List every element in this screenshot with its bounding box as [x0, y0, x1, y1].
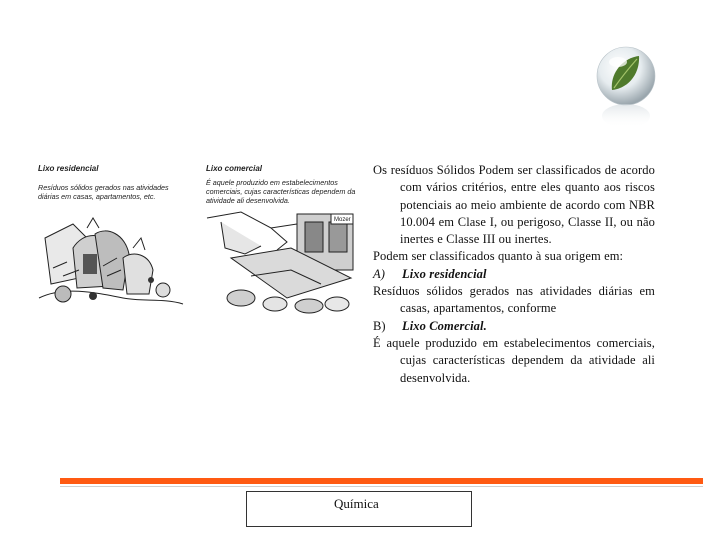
- slide-body-text: [373, 162, 655, 387]
- item-b-title: Lixo Comercial.: [402, 318, 487, 333]
- leaf-sphere-icon: [594, 46, 658, 130]
- item-b-heading: [373, 318, 655, 335]
- item-a-text: Resíduos sólidos gerados nas atividades diárias em casas, apartamentos, conforme: [373, 284, 655, 316]
- residential-caption-title: Lixo residencial: [38, 164, 99, 173]
- commercial-caption-title: Lixo comercial: [206, 164, 263, 173]
- origin-paragraph: Podem ser classificados quanto à sua origem em:: [373, 249, 624, 264]
- svg-text:Mozer: Mozer: [334, 217, 351, 223]
- waste-types-illustration: [33, 158, 357, 318]
- item-a-marker: A): [373, 266, 385, 281]
- footer-box: [246, 491, 472, 527]
- commercial-waste-panel: [201, 158, 357, 318]
- footer-label: Química: [334, 496, 379, 511]
- item-a-heading: [373, 266, 655, 283]
- item-b-marker: B): [373, 318, 386, 333]
- residential-waste-panel: [33, 158, 193, 318]
- item-a-title: Lixo residencial: [402, 266, 487, 281]
- accent-divider: [60, 478, 703, 484]
- divider-shadow: [60, 486, 703, 487]
- intro-paragraph: Os resíduos Sólidos Podem ser classificados de acordo com vários critérios, entre eles quanto aos riscos potenciais ao meio ambiente de acordo com NBR 10.004 em Clase I, ou perigoso, Classe II, ou não inertes e Classe III ou inertes.: [373, 163, 655, 247]
- item-b-text: É aquele produzido em estabelecimentos comerciais, cujas características dependem da atividade ali desenvolvida.: [373, 335, 655, 385]
- commercial-caption-text: É aquele produzido em estabelecimentos comerciais, cujas características dependem da atividade ali desenvolvida.: [206, 178, 356, 205]
- residential-caption-text: Resíduos sólidos gerados nas atividades diárias em casas, apartamentos, etc.: [38, 183, 169, 201]
